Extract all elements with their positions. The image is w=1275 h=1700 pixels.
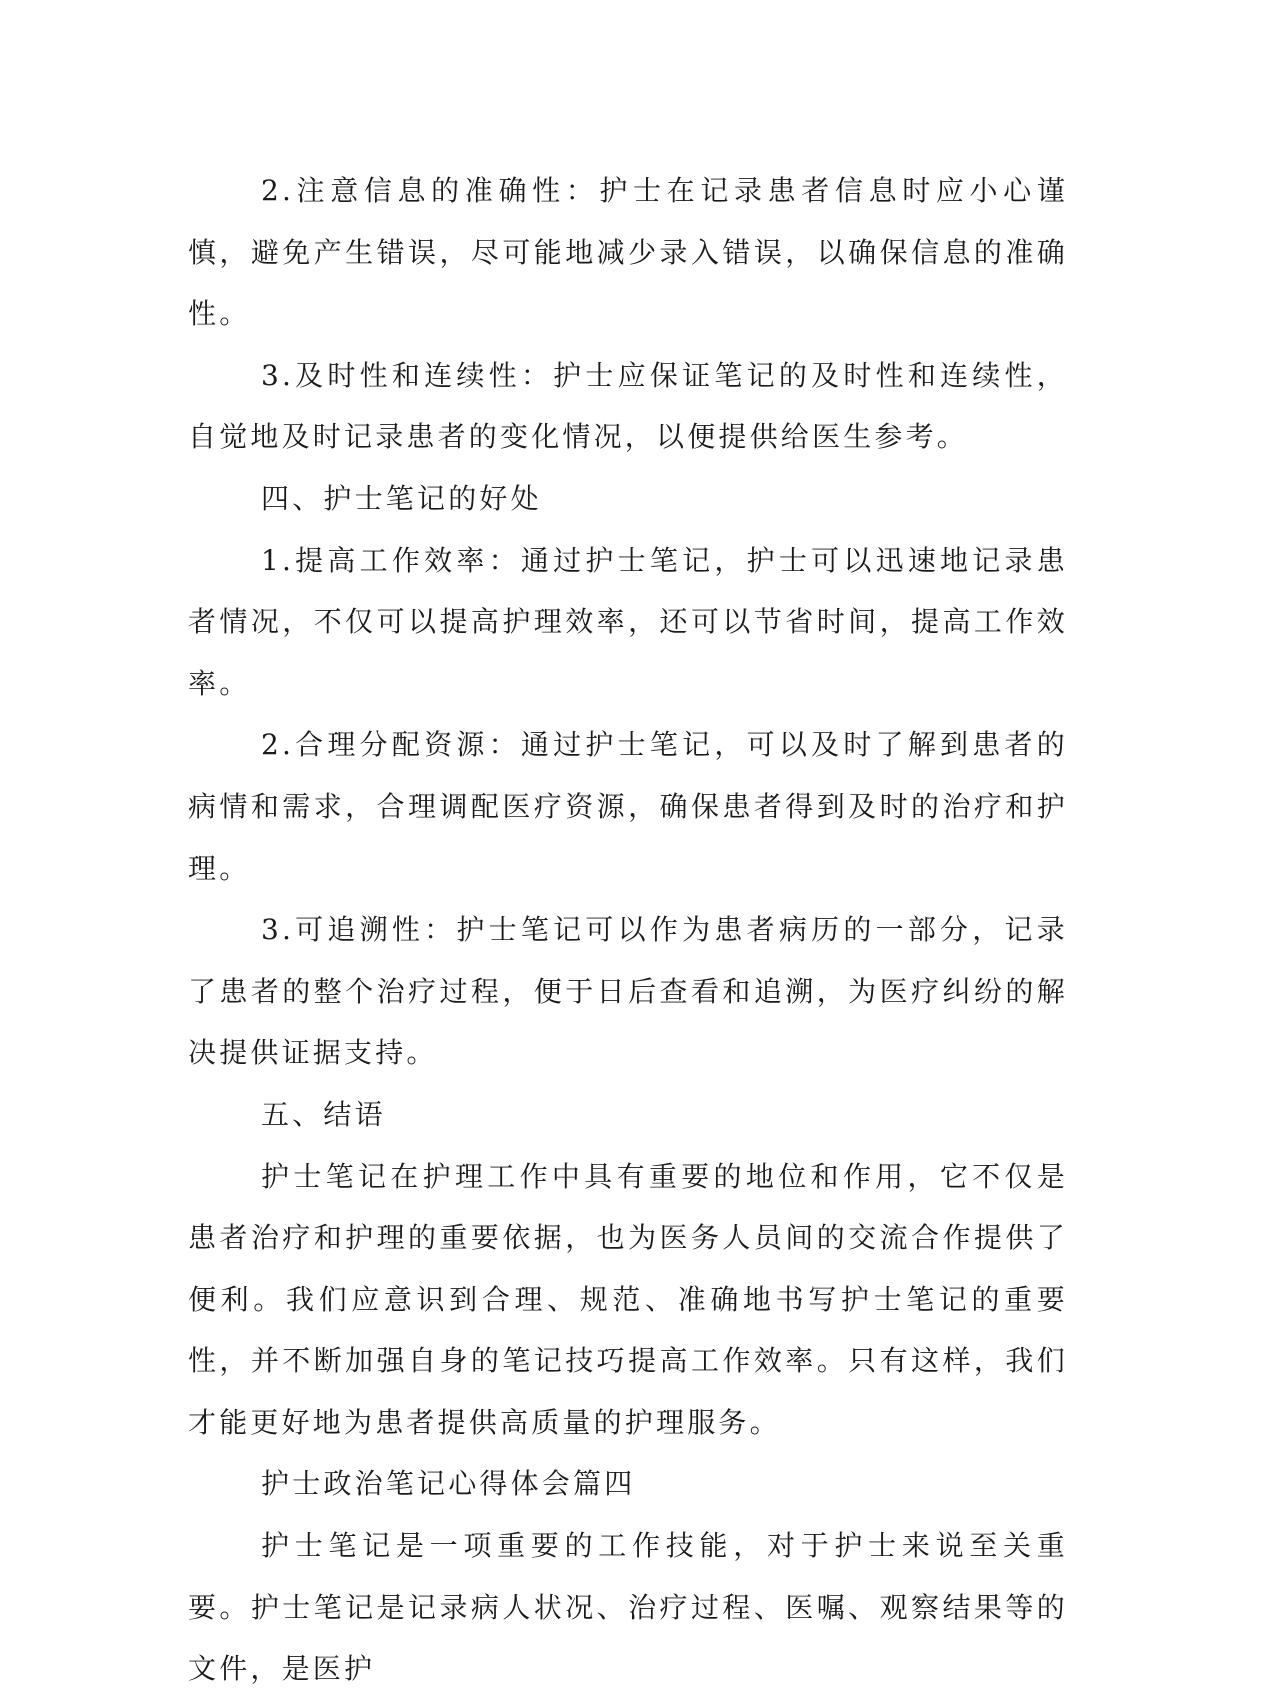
paragraph-efficiency: 1.提高工作效率：通过护士笔记，护士可以迅速地记录患者情况，不仅可以提高护理效率，还可以节省时间，提高工作效率。 [188,543,1068,700]
section-heading-conclusion: 五、结语 [261,1097,386,1131]
article-title-part-four: 护士政治笔记心得体会篇四 [261,1467,636,1501]
document-body [188,160,1068,1700]
paragraph-accuracy: 2.注意信息的准确性：护士在记录患者信息时应小心谨慎，避免产生错误，尽可能地减少录入错误，以确保信息的准确性。 [188,174,1068,331]
paragraph-conclusion: 护士笔记在护理工作中具有重要的地位和作用，它不仅是患者治疗和护理的重要依据，也为医务人员间的交流合作提供了便利。我们应意识到合理、规范、准确地书写护士笔记的重要性，并不断加强自身的笔记技巧提高工作效率。只有这样，我们才能更好地为患者提供高质量的护理服务。 [188,1159,1068,1439]
paragraph-timeliness: 3.及时性和连续性：护士应保证笔记的及时性和连续性，自觉地及时记录患者的变化情况，以便提供给医生参考。 [188,358,1068,454]
paragraph-part-four-intro: 护士笔记是一项重要的工作技能，对于护士来说至关重要。护士笔记是记录病人状况、治疗过程、医嘱、观察结果等的文件，是医护 [188,1529,1068,1686]
paragraph-resources: 2.合理分配资源：通过护士笔记，可以及时了解到患者的病情和需求，合理调配医疗资源，确保患者得到及时的治疗和护理。 [188,728,1068,885]
section-heading-benefits: 四、护士笔记的好处 [261,481,542,515]
paragraph-traceability: 3.可追溯性：护士笔记可以作为患者病历的一部分，记录了患者的整个治疗过程，便于日后查看和追溯，为医疗纠纷的解决提供证据支持。 [188,913,1068,1070]
